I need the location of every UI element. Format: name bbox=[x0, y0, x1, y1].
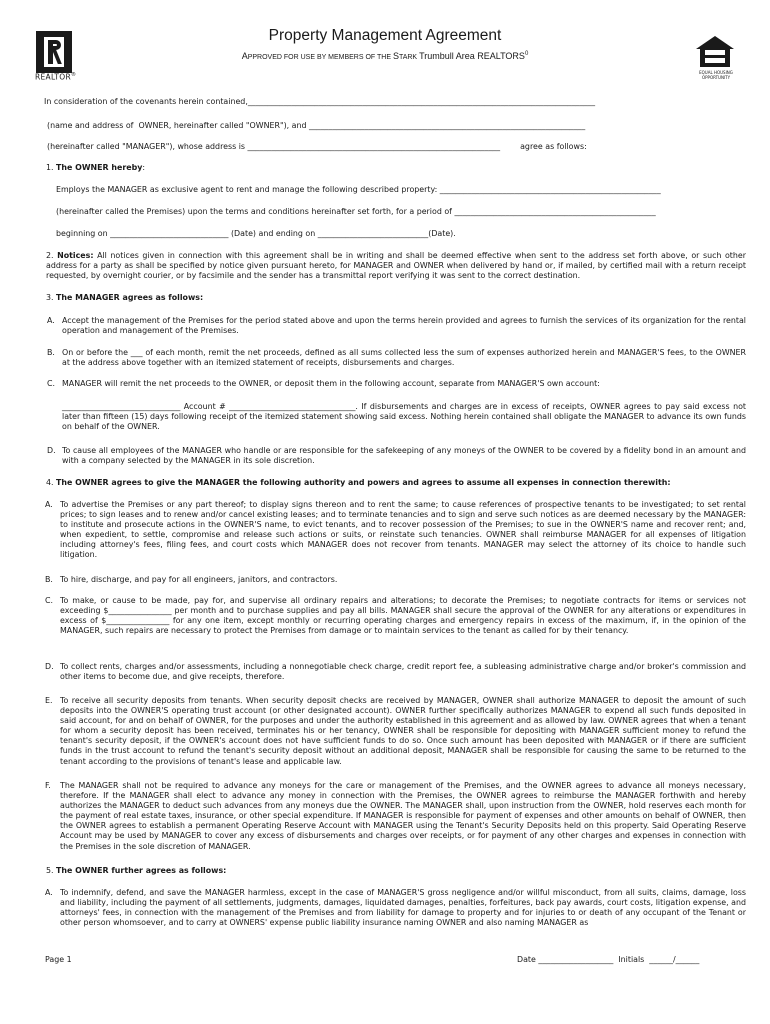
section-4-item-d: D. To collect rents, charges and/or assessments, including a nonnegotiable check charge, credit report fee, a subleasing administrative charge and/or broker's commission and other items to become due, and give receipts, therefore. bbox=[45, 662, 746, 682]
section-1-line-2: (hereinafter called the Premises) upon the terms and conditions hereinafter set forth, for a period of ___________________________________________________ bbox=[56, 207, 656, 216]
date-initials-line: Date ___________________ Initials ______/______ bbox=[517, 955, 700, 964]
section-1-heading: 1. The OWNER hereby: bbox=[46, 163, 146, 172]
page-number: Page 1 bbox=[45, 955, 72, 964]
page-title: Property Management Agreement bbox=[268, 27, 502, 44]
intro-line-2: (name and address of OWNER, hereinafter called "OWNER"), and ______________________________________________________________________ bbox=[47, 121, 586, 130]
section-5-heading: 5. The OWNER further agrees as follows: bbox=[46, 866, 227, 875]
section-3-heading: 3. The MANAGER agrees as follows: bbox=[46, 293, 204, 302]
section-3-item-c-account: ______________________________ Account # ________________________________. If disbursements and charges are in excess of receipts, OWNER agrees to pay said excess not later than fifteen (15) days following receipt of the itemized statement showing said excess. Nothing herein contained shall obligate the MANAGER to advance its own funds on behalf of the OWNER. bbox=[62, 402, 746, 432]
section-4-item-f: F. The MANAGER shall not be required to advance any moneys for the care or management of the Premises, and the OWNER agrees to advance all moneys necessary, therefore. If the MANAGER shall elect to advance any money in connection with the Premises, the OWNER agrees to reimburse the MANAGER forthwith and hereby authorizes the MANAGER to deduct such advances from any moneys due the OWNER. The MANAGER shall, upon instruction from the OWNER, hold reserves each month for the payment of real estate taxes, insurance, or other special expenditure. If MANAGER is responsible for payment of expenses and other amounts on behalf of OWNER, then the OWNER agrees to establish a permanent Operating Reserve Account with MANAGER using the Tenant's Security Deposits held on this property. Said Operating Reserve Account may be used by MANAGER to cover any excess of disbursements and charges over receipts, or for payment of any other charges and expenses in connection with the Premises in the sole discretion of MANAGER. bbox=[45, 781, 746, 851]
section-3-item-c: C. MANAGER will remit the net proceeds to the OWNER, or deposit them in the following account, separate from MANAGER'S own account: bbox=[47, 379, 600, 388]
section-4-heading: 4. The OWNER agrees to give the MANAGER the following authority and powers and agrees to assume all expenses in connection therewith: bbox=[46, 478, 671, 487]
intro-line-3: (hereinafter called "MANAGER"), whose address is ________________________________________________________________ agree as follows: bbox=[47, 142, 587, 151]
realtor-mark: REALTOR® bbox=[35, 72, 77, 82]
section-3-item-a: A. Accept the management of the Premises for the period stated above and upon the terms herein provided and agrees to furnish the services of its organization for the rental operation and management of the Premises. bbox=[47, 316, 746, 336]
page-subtitle: APPROVED FOR USE BY MEMBERS OF THE STARK Trumbull Area REALTORS$^0$ bbox=[241, 51, 529, 61]
intro-line-1: In consideration of the covenants herein contained,________________________________________________________________________________________ bbox=[44, 97, 596, 106]
section-4-item-a: A. To advertise the Premises or any part thereof; to display signs thereon and to rent the same; to cause references of prospective tenants to be investigated; to set rental prices; to sign leases and to renew and/or cancel existing leases; and to terminate tenancies and to sign and serve such notices as are deemed necessary by the MANAGER: to institute and prosecute actions in the OWNER'S name, to evict tenants, and to recover possession of the Premises; to sue in the OWNER'S name and recover rent; and, when expedient, to settle, compromise and release such actions or suits, or reinstate such tenancies. OWNER shall reimburse MANAGER for all expenses of litigation including attorney's fees, filing fees, and court costs which MANAGER does not recover from tenants. MANAGER may select the attorney of its choice to handle such litigation. bbox=[45, 500, 746, 560]
section-3-item-d: D. To cause all employees of the MANAGER who handle or are responsible for the safekeeping of any moneys of the OWNER to be covered by a fidelity bond in an amount and with a company selected by the MANAGER in its sole discretion. bbox=[47, 446, 746, 466]
section-4-item-e: E. To receive all security deposits from tenants. When security deposit checks are received by MANAGER, OWNER shall authorize MANAGER to deposit the amount of such deposits into the OWNER'S operating trust account (or other designated account). OWNER further specifically authorizes MANAGER to expend all such funds deposited in said account, for and on behalf of OWNER, for the purposes and under the authority established in this agreement and as allowed by law. OWNER agrees that when a tenant for whom a security deposit has been received, terminates his or her tenancy, OWNER shall be responsible for depositing with MANAGER sufficient money to refund the tenant's security deposit, if the OWNER's account does not have sufficient funds to do so. Once such amount has been deposited with MANAGER or if there are sufficient funds in the trust account to refund the tenant's security deposit without an additional deposit, MANAGER shall be responsible for causing the same to be returned to the tenant according to the provisions of tenant's lease and applicable law. bbox=[45, 696, 746, 766]
section-1-line-3: beginning on ______________________________ (Date) and ending on ____________________________(Date). bbox=[56, 229, 456, 238]
section-4-item-c: C. To make, or cause to be made, pay for, and supervise all ordinary repairs and alterations; to decorate the Premises; to negotiate contracts for items or services not exceeding $________________ per month and to purchase supplies and pay all bills. MANAGER shall secure the approval of the OWNER for any alterations or expenditures in excess of $________________ for any one item, except monthly or recurring operating charges and emergency repairs in excess of the maximum, if, in the opinion of the MANAGER, such repairs are necessary to protect the Premises from damage or to maintain services to the tenant as called for by their tenancy. bbox=[45, 596, 746, 636]
section-1-line-1: Employs the MANAGER as exclusive agent to rent and manage the following described property: ________________________________________________________ bbox=[56, 185, 661, 194]
equal-housing-caption: EQUAL HOUSING OPPORTUNITY bbox=[699, 70, 733, 80]
section-5-item-a: A. To indemnify, defend, and save the MANAGER harmless, except in the case of MANAGER'S gross negligence and/or willful misconduct, from all suits, claims, damage, loss and liability, including the payment of all settlements, judgments, damages, liquidated damages, penalties, forfeitures, back pay awards, court costs, litigation expense, and attorneys' fees, in connection with the management of the Premises and from liability for damage to property and for injuries to or death of any occupant of the Tenant or other person whomsoever, and to carry at OWNERS' expense public liability insurance naming OWNER and also naming MANAGER as bbox=[45, 888, 746, 928]
section-4-item-b: B. To hire, discharge, and pay for all engineers, janitors, and contractors. bbox=[45, 575, 338, 584]
section-3-item-b: B. On or before the ___ of each month, remit the net proceeds, defined as all sums collected less the sum of expenses authorized herein and MANAGER'S fees, to the OWNER at the address above together with an itemized statement of receipts, disbursements and charges. bbox=[47, 348, 746, 368]
section-2-notices: 2. Notices: All notices given in connection with this agreement shall be in writing and shall be deemed effective when sent to the address set forth above, or such other address for a party as shall be specified by notice given pursuant hereto, for MANAGER and OWNER when delivered by hand or, if mailed, by certified mail with a return receipt requested, by overnight courier, or by facsimile and the sender has a transmittal report verifying it was sent to the correct destination. bbox=[46, 251, 746, 281]
